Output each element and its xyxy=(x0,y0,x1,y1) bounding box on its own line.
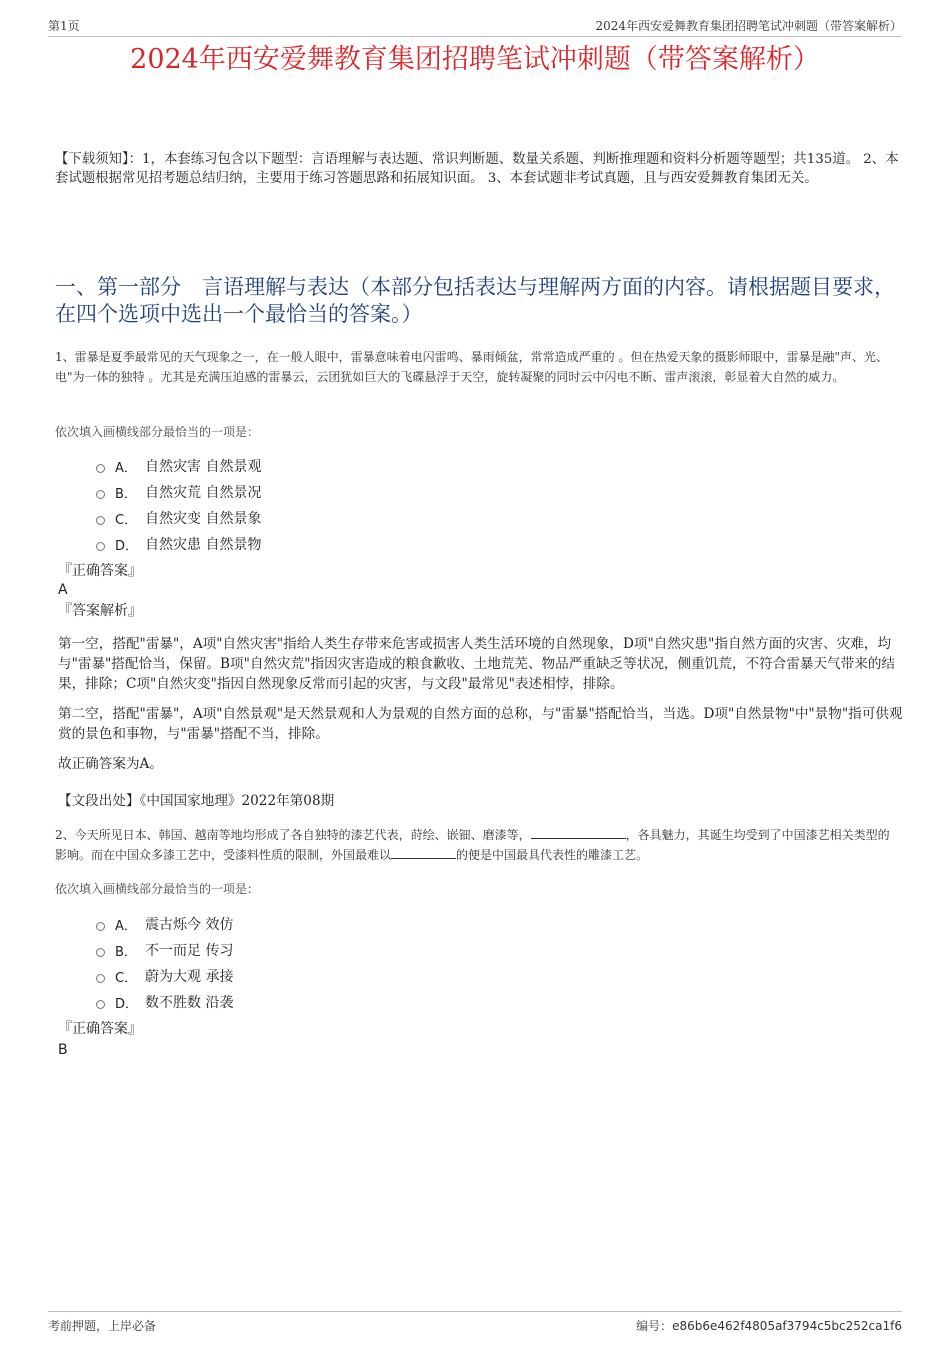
question-2-options xyxy=(96,911,233,1015)
radio-icon[interactable] xyxy=(96,490,105,499)
q2-option-a[interactable]: A． 震古烁今 效仿 xyxy=(96,911,233,937)
q1-option-b[interactable]: B． 自然灾荒 自然景况 xyxy=(96,479,261,505)
question-1 xyxy=(55,347,900,387)
radio-icon[interactable] xyxy=(96,1000,105,1009)
document-title: 2024年西安爱舞教育集团招聘笔试冲刺题（带答案解析） xyxy=(130,44,820,75)
radio-icon[interactable] xyxy=(96,542,105,551)
q2-option-b[interactable]: B． 不一而足 传习 xyxy=(96,937,233,963)
analysis-paragraph: 故正确答案为A。 xyxy=(58,756,163,772)
section-title: 一、第一部分 言语理解与表达（本部分包括表达与理解两方面的内容。请根据题目要求，在四个选项中选出一个最恰当的答案。） xyxy=(55,275,895,326)
q2-option-c[interactable]: C． 蔚为大观 承接 xyxy=(96,963,233,989)
radio-icon[interactable] xyxy=(96,922,105,931)
question-1-instruction: 依次填入画横线部分最恰当的一项是： xyxy=(55,425,260,439)
q1-analysis xyxy=(58,634,903,784)
radio-icon[interactable] xyxy=(96,516,105,525)
question-1-options xyxy=(96,453,261,557)
page-number: 第1页 xyxy=(48,19,80,33)
q2-answer: B xyxy=(58,1042,68,1058)
header-doc-title: 2024年西安爱舞教育集团招聘笔试冲刺题（带答案解析） xyxy=(595,19,902,33)
question-2-instruction: 依次填入画横线部分最恰当的一项是： xyxy=(55,882,260,896)
q1-option-a[interactable]: A． 自然灾害 自然景观 xyxy=(96,453,261,479)
question-1-instruction-wrap xyxy=(55,423,900,441)
page-header xyxy=(48,14,902,37)
q1-answer-label: 『正确答案』 xyxy=(58,563,142,579)
question-2-instruction-wrap xyxy=(55,880,900,898)
question-2 xyxy=(55,825,900,865)
analysis-paragraph: 第一空，搭配"雷暴"，A项"自然灾害"指给人类生存带来危害或损害人类生活环境的自然现象，D项"自然灾患"指自然方面的灾害、灾难，均与"雷暴"搭配恰当，保留。B项"自然灾荒"指因灾害造成的粮食歉收、土地荒芜、物品严重缺乏等状况，侧重饥荒，不符合雷暴天气带来的结果，排除；C项"自然灾变"指因自然现象反常而引起的灾害，与文段"最常见"表述相悖，排除。 xyxy=(58,636,896,692)
fill-blank xyxy=(531,826,626,839)
radio-icon[interactable] xyxy=(96,974,105,983)
q1-answer: A xyxy=(58,582,68,598)
radio-icon[interactable] xyxy=(96,464,105,473)
radio-icon[interactable] xyxy=(96,948,105,957)
download-notice: 【下载须知】：1，本套练习包含以下题型：言语理解与表达题、常识判断题、数量关系题、判断推理题和资料分析题等题型；共135道。 2、本套试题根据常见招考题总结归纳，主要用于练习答题思路和拓展知识面。 3、本套试题非考试真题，且与西安爱舞教育集团无关。 xyxy=(55,152,899,186)
q2-answer-label: 『正确答案』 xyxy=(58,1021,142,1037)
footer-slogan: 考前押题，上岸必备 xyxy=(48,1319,157,1333)
analysis-paragraph: 第二空，搭配"雷暴"，A项"自然景观"是天然景观和人为景观的自然方面的总称，与"雷暴"搭配恰当，当选。D项"自然景物"中"景物"指可供观赏的景色和事物，与"雷暴"搭配不当，排除。 xyxy=(58,706,903,742)
page-footer xyxy=(48,1311,902,1334)
q1-analysis-label: 『答案解析』 xyxy=(58,603,142,619)
q1-option-d[interactable]: D． 自然灾患 自然景物 xyxy=(96,531,261,557)
fill-blank xyxy=(391,846,456,859)
q1-source: 【文段出处】《中国国家地理》2022年第08期 xyxy=(58,793,335,809)
q2-option-d[interactable]: D． 数不胜数 沿袭 xyxy=(96,989,233,1015)
question-2-text: 2、今天所见日本、韩国、越南等地均形成了各自独特的漆艺代表，莳绘、嵌钿、磨漆等， ，各具魅力，其诞生均受到了中国漆艺相关类型的影响。而在中国众多漆工艺中，受漆料性质的限制，外国最难以 的便是中国最具代表性的雕漆工艺。 xyxy=(55,828,890,862)
footer-code: 编号：e86b6e462f4805af3794c5bc252ca1f6 xyxy=(636,1319,902,1333)
question-1-text: 1、雷暴是夏季最常见的天气现象之一，在一般人眼中，雷暴意味着电闪雷鸣、暴雨倾盆，常常造成严重的 。但在热爱天象的摄影师眼中，雷暴是融"声、光、电"为一体的独特 。尤其是充满压迫感的雷暴云，云团犹如巨大的飞碟悬浮于天空，旋转凝聚的同时云中闪电不断、雷声滚滚，彰显着大自然的威力。 xyxy=(55,350,888,384)
q1-option-c[interactable]: C． 自然灾变 自然景象 xyxy=(96,505,261,531)
